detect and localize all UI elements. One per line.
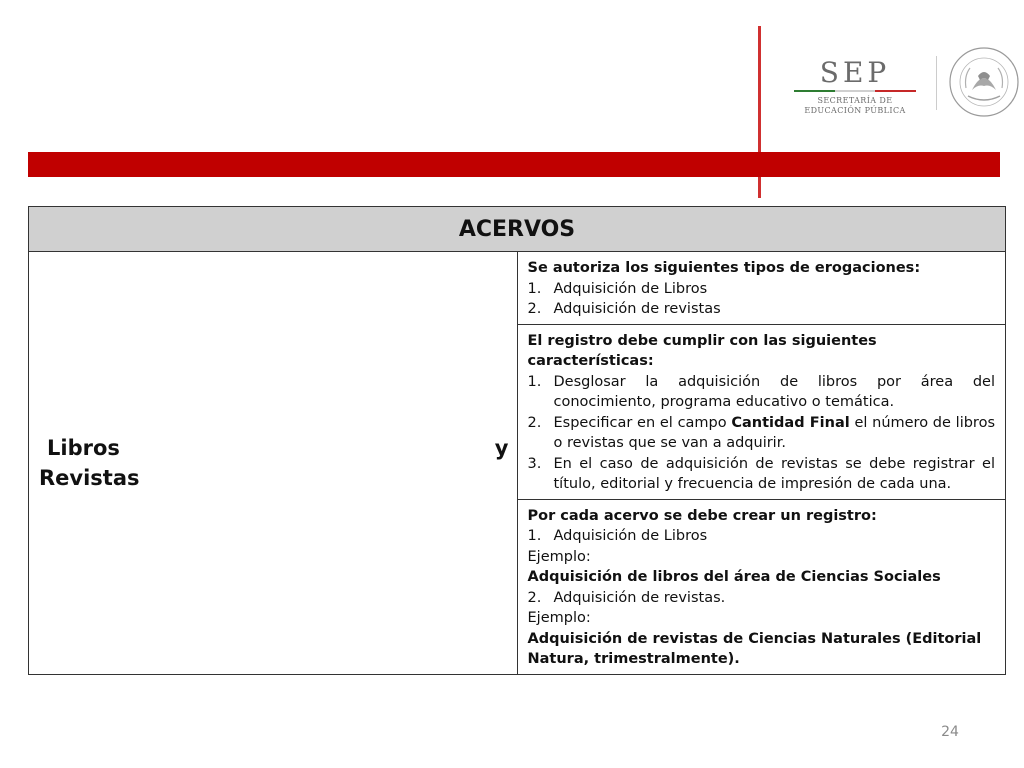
table-title: ACERVOS	[29, 207, 1006, 252]
mexican-seal-icon	[948, 46, 1020, 118]
list-item: 1. Desglosar la adquisición de libros por área del conocimiento, programa educativo o temática.	[527, 373, 995, 410]
row-label-y: y	[494, 435, 509, 460]
page-number: 24	[941, 724, 959, 740]
row-label-revistas: Revistas	[39, 465, 140, 490]
example-label: Ejemplo:	[527, 548, 591, 565]
sep-logo-tricolor-rule	[794, 90, 916, 92]
row-label-cell	[29, 252, 518, 675]
example-label: Ejemplo:	[527, 610, 591, 626]
sep-logo-word: SEP	[819, 56, 891, 89]
sep-logo-subtitle-2: EDUCACIÓN PÚBLICA	[804, 106, 906, 115]
section-registro	[517, 499, 1006, 674]
section-heading: Por cada acervo se debe crear un registro:	[527, 507, 877, 524]
header-red-band	[28, 152, 1000, 177]
section-heading: El registro debe cumplir con las siguientes características:	[527, 332, 877, 369]
sep-logo	[790, 58, 920, 116]
list-item: 1. Adquisición de Libros	[527, 280, 708, 297]
section-erogaciones	[517, 252, 1006, 325]
acervos-table	[28, 206, 1006, 675]
field-name-cantidad-final: Cantidad Final	[731, 414, 850, 431]
logo-divider	[936, 56, 937, 110]
section-caracteristicas	[517, 324, 1006, 499]
list-item: 2. Adquisición de revistas.	[527, 589, 726, 606]
example-text: Adquisición de revistas de Ciencias Naturales (Editorial Natura, trimestralmente).	[527, 630, 982, 667]
section-heading: Se autoriza los siguientes tipos de erogaciones:	[527, 260, 921, 276]
sep-logo-subtitle-1: SECRETARÍA DE	[817, 96, 893, 105]
list-item: 1. Adquisición de Libros	[527, 528, 708, 544]
list-item: 3. En el caso de adquisición de revistas se debe registrar el título, editorial y frecuencia de impresión de cada una.	[527, 455, 995, 492]
list-item: 2. Adquisición de revistas	[527, 301, 721, 317]
list-item: 2. Especificar en el campo Cantidad Final el número de libros o revistas que se van a adquirir.	[527, 414, 995, 451]
example-text: Adquisición de libros del área de Ciencias Sociales	[527, 569, 941, 585]
row-label-libros: Libros	[47, 435, 120, 460]
